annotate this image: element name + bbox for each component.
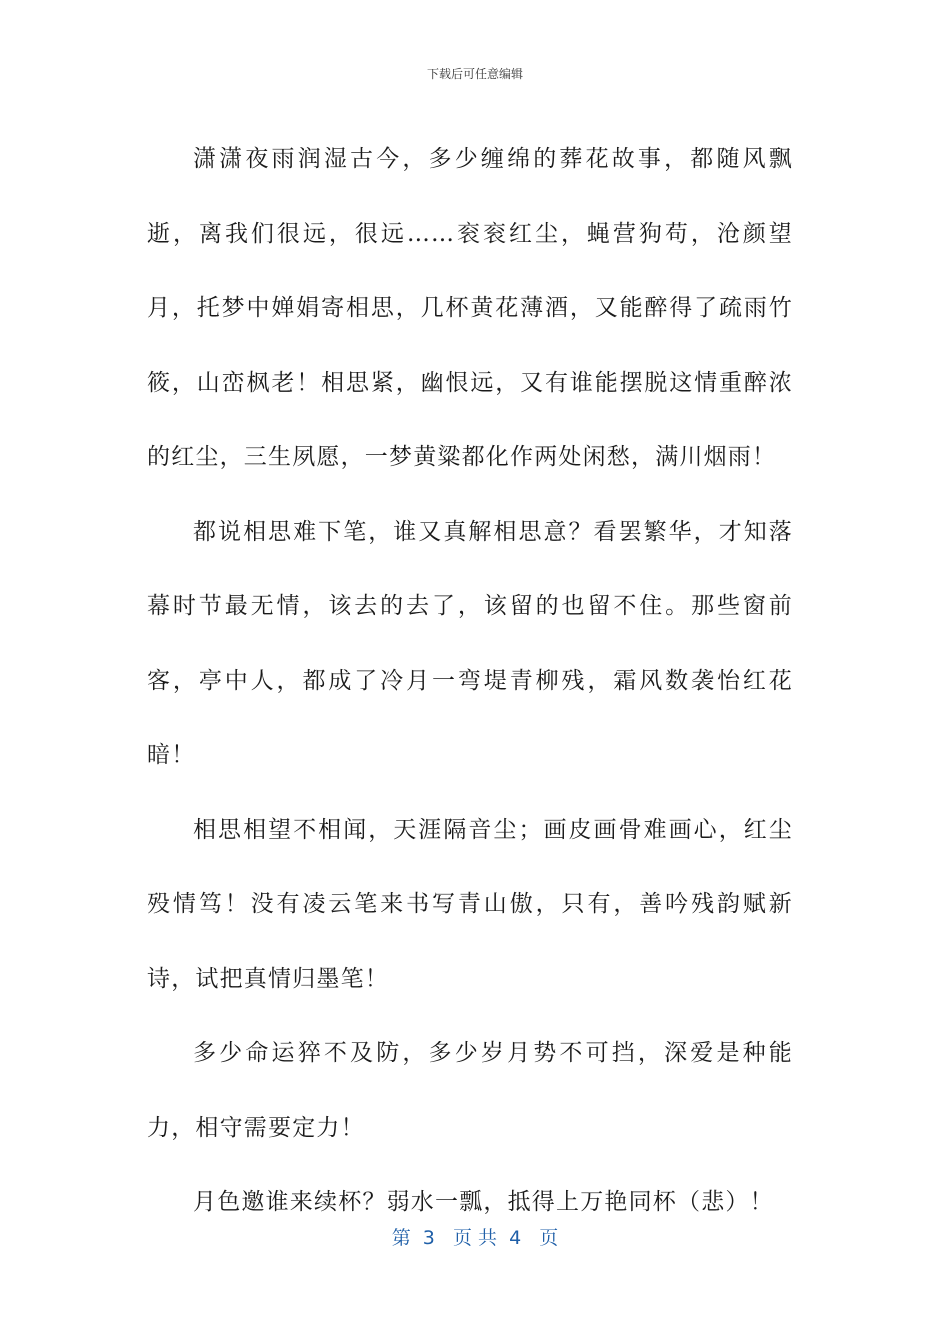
paragraph-1: 潇潇夜雨润湿古今，多少缠绵的葬花故事，都随风飘逝，离我们很远，很远……衮衮红尘，蝇营狗苟，沧颜望月，托梦中婵娟寄相思，几杯黄花薄酒，又能醉得了疏雨竹筱，山峦枫老！相思紧，幽恨远，又有谁能摆脱这情重醉浓的红尘，三生夙愿，一梦黄粱都化作两处闲愁，满川烟雨！ — [147, 146, 793, 470]
page-number-footer: 第 3 页 共 4 页 — [391, 1227, 559, 1249]
paragraph-5: 月色邀谁来续杯？弱水一瓢，抵得上万艳同杯（悲）！ — [193, 1189, 774, 1215]
document-body — [147, 122, 793, 1240]
paragraph-3: 相思相望不相闻，天涯隔音尘；画皮画骨难画心，红尘殁情笃！没有凌云笔来书写青山傲，只有，善吟残韵赋新诗，试把真情归墨笔！ — [147, 816, 793, 992]
page-header: 下载后可任意编辑 — [426, 67, 523, 81]
paragraph-4: 多少命运猝不及防，多少岁月势不可挡，深爱是种能力，相守需要定力！ — [147, 1040, 793, 1141]
paragraph-2: 都说相思难下笔，谁又真解相思意？看罢繁华，才知落幕时节最无情，该去的去了，该留的也留不住。那些窗前客，亭中人，都成了冷月一弯堤青柳残，霜风数袭怡红花暗！ — [147, 518, 793, 768]
